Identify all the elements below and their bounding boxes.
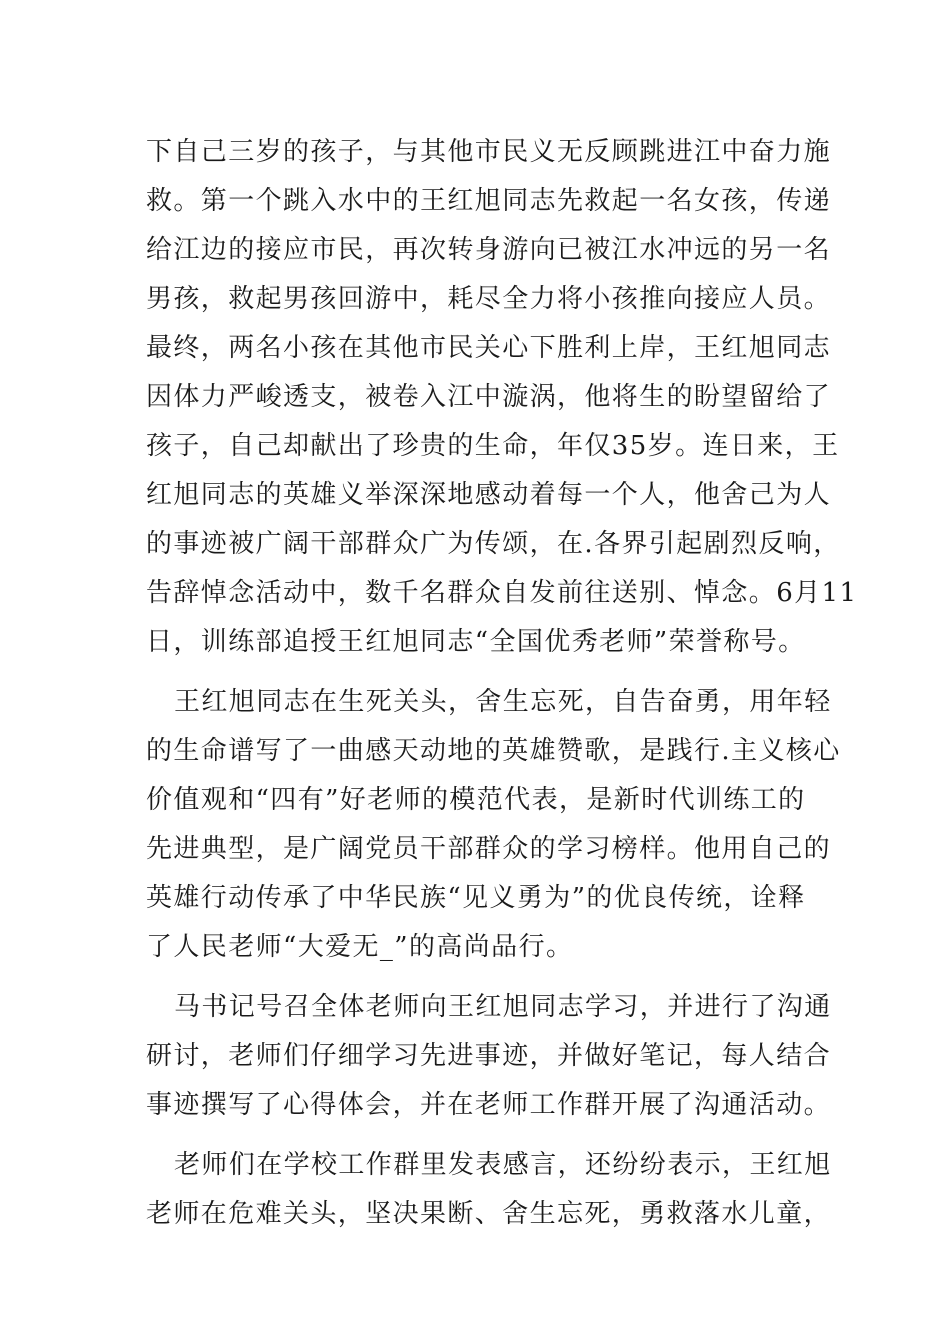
text-line: 老师们在学校工作群里发表感言，还纷纷表示，王红旭 (174, 1150, 832, 1180)
text-line: 红旭同志的英雄义举深深地感动着每一个人，他舍己为人 (146, 480, 832, 510)
text-line: 价值观和“四有”好老师的模范代表，是新时代训练工的 (146, 785, 806, 815)
text-line: 最终，两名小孩在其他市民关心下胜利上岸，王红旭同志 (146, 333, 832, 363)
text-line: 孩子，自己却献出了珍贵的生命，年仅35岁。连日来，王 (146, 431, 840, 461)
paragraph-4 (146, 1141, 832, 1239)
text-line: 因体力严峻透支，被卷入江中漩涡，他将生的盼望留给了 (146, 382, 832, 412)
paragraph-2 (146, 678, 841, 972)
text-line: 日，训练部追授王红旭同志“全国优秀老师”荣誉称号。 (146, 627, 806, 657)
text-line: 老师在危难关头，坚决果断、舍生忘死，勇救落水儿童， (146, 1199, 832, 1229)
text-line: 的事迹被广阔干部群众广为传颂，在.各界引起剧烈反响， (146, 529, 841, 559)
text-line: 给江边的接应市民，再次转身游向已被江水冲远的另一名 (146, 235, 832, 265)
text-line: 事迹撰写了心得体会，并在老师工作群开展了沟通活动。 (146, 1090, 832, 1120)
paragraph-3 (146, 983, 832, 1130)
text-line: 救。第一个跳入水中的王红旭同志先救起一名女孩，传递 (146, 186, 832, 216)
text-line: 王红旭同志在生死关头，舍生忘死，自告奋勇，用年轻 (174, 687, 832, 717)
text-line: 研讨，老师们仔细学习先进事迹，并做好笔记，每人结合 (146, 1041, 832, 1071)
text-line: 英雄行动传承了中华民族“见义勇为”的优良传统，诠释 (146, 883, 806, 913)
paragraph-1 (146, 128, 858, 667)
text-line: 下自己三岁的孩子，与其他市民义无反顾跳进江中奋力施 (146, 137, 832, 167)
text-line: 的生命谱写了一曲感天动地的英雄赞歌，是践行.主义核心 (146, 736, 841, 766)
text-line: 先进典型，是广阔党员干部群众的学习榜样。他用自己的 (146, 834, 832, 864)
text-line: 男孩，救起男孩回游中，耗尽全力将小孩推向接应人员。 (146, 284, 832, 314)
text-line: 了人民老师“大爱无_”的高尚品行。 (146, 932, 574, 962)
document-body (146, 128, 858, 1239)
text-line: 告辞悼念活动中，数千名群众自发前往送别、悼念。6月11 (146, 578, 858, 608)
text-line: 马书记号召全体老师向王红旭同志学习，并进行了沟通 (174, 992, 832, 1022)
